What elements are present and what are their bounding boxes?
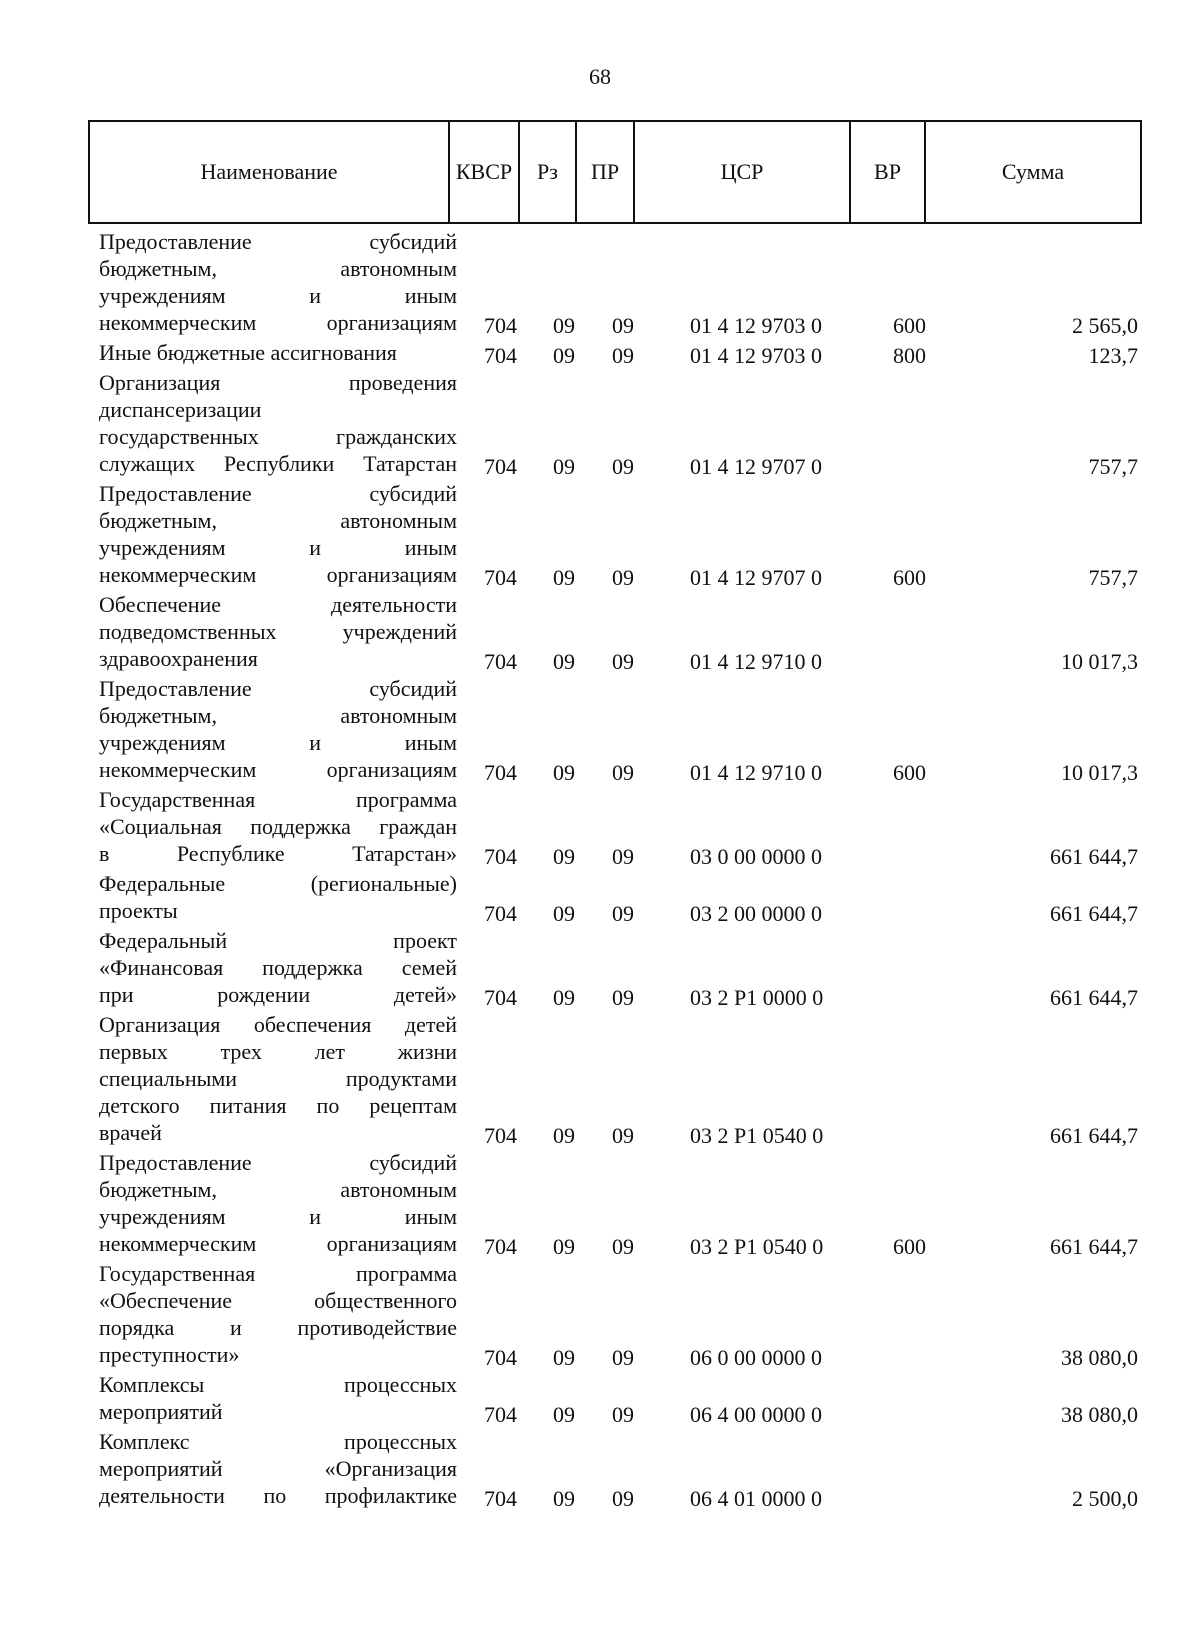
row-name-line: Организация обеспечения детей [99,1012,457,1037]
row-name [99,675,457,783]
table-row [0,339,1200,369]
row-kvsr: 704 [484,565,517,590]
row-name-line: Организация проведения [99,370,457,395]
row-sum: 123,7 [1088,343,1138,368]
row-rz: 09 [553,760,575,785]
row-name-line: в Республике Татарстан» [99,841,457,866]
row-sum: 661 644,7 [1050,1123,1138,1148]
row-name-line: преступности» [99,1342,240,1367]
row-name [99,228,457,336]
row-name [99,870,457,924]
row-name-line: детского питания по рецептам [99,1093,457,1118]
row-name-line: мероприятий [99,1399,223,1424]
row-name [99,1371,457,1425]
row-csr: 06 4 01 0000 0 [690,1486,822,1511]
row-name-line: «Обеспечение общественного [99,1288,457,1313]
row-kvsr: 704 [484,343,517,368]
row-pr: 09 [612,1123,634,1148]
row-name-line: Государственная программа [99,787,457,812]
row-name-line: Иные бюджетные ассигнования [99,340,397,365]
row-rz: 09 [553,985,575,1010]
row-name [99,480,457,588]
row-csr: 03 2 Р1 0540 0 [690,1234,824,1259]
row-name-line: некоммерческим организациям [99,1231,457,1256]
row-sum: 2 565,0 [1072,313,1138,338]
row-pr: 09 [612,649,634,674]
row-pr: 09 [612,1402,634,1427]
row-name-line: учреждениям и иным [99,1204,457,1229]
row-csr: 06 0 00 0000 0 [690,1345,822,1370]
row-name-line: некоммерческим организациям [99,757,457,782]
table-row [0,228,1200,339]
row-rz: 09 [553,1123,575,1148]
row-name-line: здравоохранения [99,646,258,671]
row-name-line: «Финансовая поддержка семей [99,955,457,980]
row-csr: 03 2 Р1 0000 0 [690,985,824,1010]
row-name-line: врачей [99,1120,162,1145]
row-name [99,927,457,1008]
row-sum: 757,7 [1088,565,1138,590]
header-csr: ЦСР [635,122,851,222]
row-name-line: первых трех лет жизни [99,1039,457,1064]
row-name [99,591,457,672]
row-kvsr: 704 [484,985,517,1010]
row-pr: 09 [612,760,634,785]
row-sum: 38 080,0 [1061,1345,1138,1370]
row-name [99,1011,457,1146]
row-vr: 600 [893,1234,926,1259]
row-sum: 661 644,7 [1050,844,1138,869]
row-name-line: некоммерческим организациям [99,310,457,335]
row-rz: 09 [553,343,575,368]
row-name-line: при рождении детей» [99,982,457,1007]
table-row [0,786,1200,870]
row-rz: 09 [553,844,575,869]
row-pr: 09 [612,844,634,869]
table-body [0,228,1200,1512]
row-kvsr: 704 [484,1345,517,1370]
row-sum: 2 500,0 [1072,1486,1138,1511]
row-sum: 661 644,7 [1050,985,1138,1010]
table-row [0,1428,1200,1512]
row-csr: 01 4 12 9707 0 [690,565,822,590]
table-row [0,1371,1200,1428]
row-name-line: Предоставление субсидий [99,229,457,254]
table-header [88,120,1142,224]
row-name-line: учреждениям и иным [99,730,457,755]
row-name-line: бюджетным, автономным [99,1177,457,1202]
header-kvsr: КВСР [450,122,520,222]
row-rz: 09 [553,565,575,590]
table-row [0,870,1200,927]
row-name-line: бюджетным, автономным [99,256,457,281]
row-csr: 01 4 12 9710 0 [690,760,822,785]
row-pr: 09 [612,1486,634,1511]
row-csr: 01 4 12 9703 0 [690,313,822,338]
table-row [0,927,1200,1011]
table-row [0,369,1200,480]
row-rz: 09 [553,1402,575,1427]
row-kvsr: 704 [484,844,517,869]
row-csr: 01 4 12 9710 0 [690,649,822,674]
row-name-line: порядка и противодействие [99,1315,457,1340]
row-kvsr: 704 [484,1234,517,1259]
row-name-line: подведомственных учреждений [99,619,457,644]
table-row [0,1149,1200,1260]
row-pr: 09 [612,901,634,926]
row-pr: 09 [612,343,634,368]
row-pr: 09 [612,1234,634,1259]
row-name-line: Федеральные (региональные) [99,871,457,896]
row-pr: 09 [612,565,634,590]
row-name-line: служащих Республики Татарстан [99,451,457,476]
row-name-line: Комплекс процессных [99,1429,457,1454]
table-row [0,1260,1200,1371]
row-name [99,1260,457,1368]
row-rz: 09 [553,454,575,479]
row-sum: 10 017,3 [1061,760,1138,785]
row-name-line: некоммерческим организациям [99,562,457,587]
header-vr: ВР [851,122,926,222]
row-name-line: деятельности по профилактике [99,1483,457,1508]
row-sum: 661 644,7 [1050,901,1138,926]
row-name [99,1428,457,1509]
page-number: 68 [589,64,611,89]
row-csr: 03 2 Р1 0540 0 [690,1123,824,1148]
row-sum: 757,7 [1088,454,1138,479]
row-name-line: бюджетным, автономным [99,703,457,728]
row-name-line: мероприятий «Организация [99,1456,457,1481]
row-csr: 01 4 12 9703 0 [690,343,822,368]
row-rz: 09 [553,649,575,674]
row-rz: 09 [553,1486,575,1511]
row-name-line: Федеральный проект [99,928,457,953]
row-rz: 09 [553,1345,575,1370]
table-row [0,1011,1200,1149]
row-rz: 09 [553,901,575,926]
row-csr: 06 4 00 0000 0 [690,1402,822,1427]
row-csr: 03 0 00 0000 0 [690,844,822,869]
row-name-line: Предоставление субсидий [99,481,457,506]
header-rz: Рз [520,122,577,222]
row-vr: 600 [893,565,926,590]
row-name [99,1149,457,1257]
row-name-line: Обеспечение деятельности [99,592,457,617]
row-name-line: Государственная программа [99,1261,457,1286]
row-name-line: учреждениям и иным [99,535,457,560]
row-name-line: «Социальная поддержка граждан [99,814,457,839]
row-kvsr: 704 [484,454,517,479]
row-sum: 38 080,0 [1061,1402,1138,1427]
row-vr: 600 [893,760,926,785]
row-pr: 09 [612,454,634,479]
row-name [99,369,457,477]
row-name-line: Предоставление субсидий [99,1150,457,1175]
table-row [0,480,1200,591]
table-row [0,675,1200,786]
row-name-line: Предоставление субсидий [99,676,457,701]
row-pr: 09 [612,1345,634,1370]
row-sum: 10 017,3 [1061,649,1138,674]
row-name-line: специальными продуктами [99,1066,457,1091]
row-name-line: государственных гражданских [99,424,457,449]
table-row [0,591,1200,675]
row-rz: 09 [553,1234,575,1259]
row-pr: 09 [612,313,634,338]
row-kvsr: 704 [484,1486,517,1511]
row-csr: 01 4 12 9707 0 [690,454,822,479]
row-csr: 03 2 00 0000 0 [690,901,822,926]
header-pr: ПР [577,122,635,222]
row-name-line: учреждениям и иным [99,283,457,308]
row-kvsr: 704 [484,649,517,674]
row-name-line: бюджетным, автономным [99,508,457,533]
row-pr: 09 [612,985,634,1010]
row-kvsr: 704 [484,901,517,926]
row-name-line: Комплексы процессных [99,1372,457,1397]
row-rz: 09 [553,313,575,338]
row-kvsr: 704 [484,1402,517,1427]
row-kvsr: 704 [484,313,517,338]
row-name-line: диспансеризации [99,397,262,422]
row-name-line: проекты [99,898,178,923]
row-name [99,786,457,867]
row-sum: 661 644,7 [1050,1234,1138,1259]
row-name [99,339,457,366]
row-vr: 800 [893,343,926,368]
row-kvsr: 704 [484,1123,517,1148]
row-kvsr: 704 [484,760,517,785]
header-sum: Сумма [1001,159,1065,184]
header-name: Наименование [90,122,450,222]
row-vr: 600 [893,313,926,338]
